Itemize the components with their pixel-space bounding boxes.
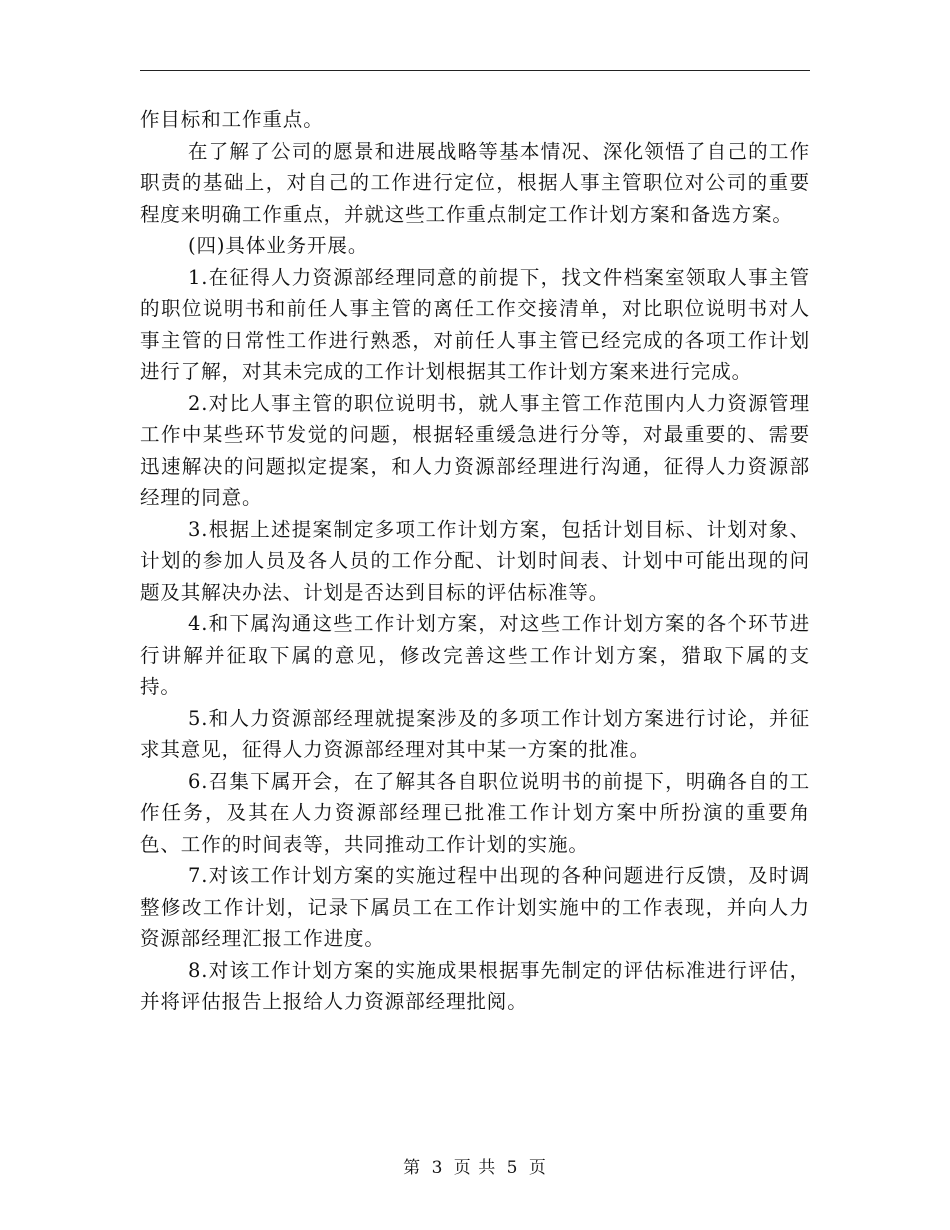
paragraph: 作目标和工作重点。: [140, 108, 324, 131]
paragraph: 在了解了公司的愿景和进展战略等基本情况、深化领悟了自己的工作职责的基础上，对自己的工作进行定位，根据人事主管职位对公司的重要程度来明确工作重点，并就这些工作重点制定工作计划方案和备选方案。: [140, 139, 810, 226]
footer-suffix: 页: [528, 1158, 547, 1178]
footer-page-number: 3: [431, 1158, 444, 1178]
document-body: [140, 104, 810, 1018]
list-item: 5.和人力资源部经理就提案涉及的多项工作计划方案进行讨论，并征求其意见，征得人力资源部经理对其中某一方案的批准。: [140, 706, 810, 761]
list-item: 7.对该工作计划方案的实施过程中出现的各种问题进行反馈，及时调整修改工作计划，记录下属员工在工作计划实施中的工作表现，并向人力资源部经理汇报工作进度。: [140, 864, 810, 950]
footer-prefix: 第: [403, 1158, 422, 1178]
header-rule: [140, 70, 810, 71]
section-heading: (四)具体业务开展。: [188, 234, 369, 257]
list-item: 3.根据上述提案制定多项工作计划方案，包括计划目标、计划对象、计划的参加人员及各人员的工作分配、计划时间表、计划中可能出现的问题及其解决办法、计划是否达到目标的评估标准等。: [140, 517, 810, 604]
list-item: 1.在征得人力资源部经理同意的前提下，找文件档案室领取人事主管的职位说明书和前任人事主管的离任工作交接清单，对比职位说明书对人事主管的日常性工作进行熟悉，对前任人事主管已经完成的各项工作计划进行了解，对其未完成的工作计划根据其工作计划方案来进行完成。: [140, 265, 810, 383]
list-item: 6.召集下属开会，在了解其各自职位说明书的前提下，明确各自的工作任务，及其在人力资源部经理已批准工作计划方案中所扮演的重要角色、工作的时间表等，共同推动工作计划的实施。: [140, 769, 810, 856]
list-item: 4.和下属沟通这些工作计划方案，对这些工作计划方案的各个环节进行讲解并征取下属的意见，修改完善这些工作计划方案，猎取下属的支持。: [140, 612, 810, 698]
list-item: 2.对比人事主管的职位说明书，就人事主管工作范围内人力资源管理工作中某些环节发觉的问题，根据轻重缓急进行分等，对最重要的、需要迅速解决的问题拟定提案，和人力资源部经理进行沟通，征得人力资源部经理的同意。: [140, 391, 810, 509]
list-item: 8.对该工作计划方案的实施成果根据事先制定的评估标准进行评估，并将评估报告上报给人力资源部经理批阅。: [140, 958, 810, 1013]
page-footer: [0, 1153, 950, 1178]
footer-middle: 页 共: [453, 1158, 497, 1178]
footer-total-pages: 5: [506, 1158, 519, 1178]
